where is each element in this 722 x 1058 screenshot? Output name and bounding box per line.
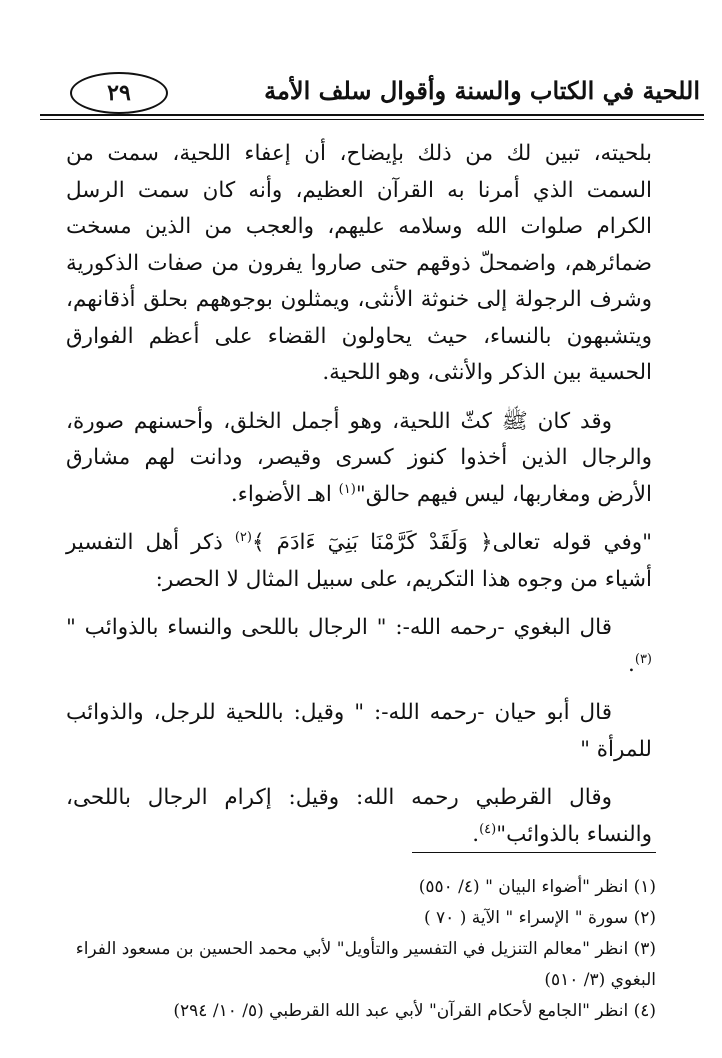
footnote-ref-1: (١) [338,481,356,497]
paragraph-3: "وفي قوله تعالى﴿ وَلَقَدْ كَرَّمْنَا بَنِيٓ ءَادَمَ ﴾$^{(٢)}$ ذكر أهل التفسير أشياء من وجوه هذا التكريم، على سبيل المثال لا الحصر: [66,529,652,592]
footnote-2: (٢) سورة " الإسراء " الآية ( ٧٠ ) [424,908,656,928]
paragraph-4: قال البغوي -رحمه الله-: " الرجال باللحى والنساء بالذوائب "$^{(٣)}$. [66,615,652,677]
footnote-ref-3: (٣) [634,651,652,667]
paragraph-5: قال أبو حيان -رحمه الله-: " وقيل: باللحية للرجل، والذوائب للمرأة " [66,700,652,762]
page-number-badge [70,72,168,114]
header-rule-thick [40,114,704,116]
footnotes [50,872,656,1027]
footnote-ref-4: (٤) [479,821,497,837]
page-header [40,62,704,118]
quran-verse: وَلَقَدْ كَرَّمْنَا بَنِيٓ ءَادَمَ [276,530,468,555]
page-number: ٢٩ [107,80,131,106]
footnote-4: (٤) انظر "الجامع لأحكام القرآن" لأبي عبد الله القرطبي (٥/ ١٠/ ٢٩٤) [173,1001,656,1021]
footnote-ref-2: (٢) [234,529,252,545]
footnote-separator [412,852,656,853]
running-title: اللحية في الكتاب والسنة وأقوال سلف الأمة [264,76,700,105]
paragraph-1: بلحيته، تبين لك من ذلك بإيضاح، أن إعفاء اللحية، سمت من السمت الذي أمرنا به القرآن العظيم، وأنه كان سمت الرسل الكرام صلوات الله وسلامه عليهم، والعجب من الذين مسخت ضمائرهم، واضمحلّ ذوقهم حتى صاروا يفرون من صفات الذكورية وشرف الرجولة إلى خنوثة الأنثى، ويمثلون بوجوههم بحلق أذقانهم، ويتشبهون بالنساء، حيث يحاولون القضاء على أعظم الفوارق الحسية بين الذكر والأنثى، وهو اللحية. [66,141,652,385]
paragraph-2: وقد كان ﷺ كثّ اللحية، وهو أجمل الخلق، وأحسنهم صورة، والرجال الذين أخذوا كنوز كسرى وقيصر، ودانت لهم مشارق الأرض ومغاربها، ليس فيهم حالق"$^{(١)}$ اهـ الأضواء. [66,408,652,507]
footnote-1: (١) انظر "أضواء البيان " (٤/ ٥٥٠) [418,877,656,897]
header-rule-thin [40,119,704,120]
paragraph-6: وقال القرطبي رحمه الله: وقيل: إكرام الرجال باللحى، والنساء بالذوائب"$^{(٤)}$. [66,785,652,847]
main-text [66,136,652,853]
footnote-3: (٣) انظر "معالم التنزيل في التفسير والتأويل" لأبي محمد الحسين بن مسعود الفراء البغوي (٣/ ٥١٠) [75,939,656,990]
